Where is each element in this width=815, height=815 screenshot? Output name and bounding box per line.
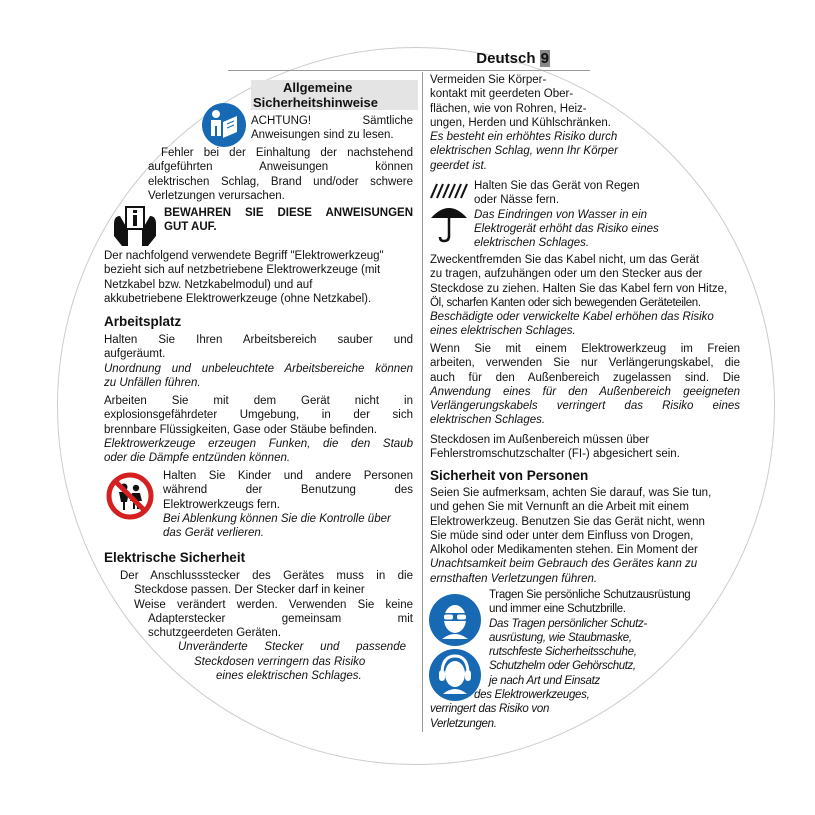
text-line: Sämtliche (362, 115, 413, 127)
text-line: Bei Ablenkung können Sie die Kontrolle über (163, 512, 391, 525)
text-line: Unveränderte Stecker und passende (178, 641, 406, 654)
header-title: Deutsch (476, 50, 536, 67)
text-line: Steckdosen verringern das Risiko (194, 655, 366, 668)
text-line: und gehen Sie mit Vernunft an die Arbeit mit einem (430, 501, 689, 514)
outdoor-paragraph (430, 342, 740, 428)
text-line: Elektrowerkzeug. Benutzen Sie das Gerät nicht, wenn (430, 515, 705, 528)
text-line: Alkohol oder Medikamenten stehen. Ein Moment der (430, 544, 698, 557)
achtung-block (251, 114, 413, 143)
text-line: Steckdosen im Außenbereich müssen über (430, 434, 650, 446)
text-line: je nach Art und Einsatz (489, 674, 600, 687)
text-line: ausrüstung, wie Staubmaske, (489, 631, 632, 644)
text-line: Halten Sie Kinder und andere Personen (163, 470, 413, 482)
text-line: während der Benutzung des (163, 484, 413, 497)
text-line: arbeiten, verwenden Sie nur Verlängerungskabel, die (430, 357, 740, 370)
text-line: auch für den Außenbereich zugelassen sind. Die (430, 371, 740, 384)
text-line: brennbare Flüssigkeiten, Gase oder Stäube befinden. (104, 423, 377, 436)
column-divider (422, 72, 423, 732)
text-line: Steckdose passen. Der Stecker darf in keiner (134, 584, 365, 597)
text-line: elektrischen Schlages. (474, 237, 590, 250)
text-line: GUT AUF. (164, 221, 217, 234)
text-line: elektrischen Schlag, wenn Ihr Körper (430, 145, 618, 158)
text-line: Vermeiden Sie Körper- (430, 74, 547, 86)
warning-paragraph (148, 146, 413, 203)
rain-umbrella-icon (429, 180, 469, 246)
text-line: und immer eine Schutzbrille. (489, 603, 626, 616)
no-children-icon (106, 472, 154, 520)
text-line: Verletzungen. (430, 717, 497, 730)
text-line: flächen, wie von Rohren, Heiz- (430, 102, 587, 115)
text-line: das Gerät verlieren. (163, 527, 264, 540)
text-line: Der Anschlussstecker des Gerätes muss in die (120, 570, 413, 582)
text-line: Netzkabel bzw. Netzkabelmodul) und auf (104, 278, 313, 291)
text-line: Elektrogerät erhöht das Risiko eines (474, 222, 659, 235)
text-line: ungen, Herden und Kühlschränken. (430, 116, 611, 129)
read-manual-icon (201, 102, 247, 148)
text-line: Halten Sie Ihren Arbeitsbereich sauber und (104, 334, 413, 346)
text-line: Arbeiten Sie mit dem Gerät nicht in (104, 395, 413, 408)
text-line: Öl, scharfen Kanten oder sich bewegenden Geräteteilen. (430, 296, 701, 309)
text-line: Wenn Sie mit einem Elektrowerkzeug im Freien (430, 343, 740, 355)
text-line: eines elektrischen Schlages. (216, 670, 362, 683)
text-line: Weise verändert werden. Verwenden Sie keine (134, 598, 413, 611)
text-line: geerdet ist. (430, 159, 487, 172)
electrical-safety-heading: Elektrische Sicherheit (104, 550, 246, 565)
rain-warning (474, 179, 689, 250)
text-line: Anweisungen sind zu lesen. (251, 129, 394, 142)
text-line: oder Nässe fern. (474, 194, 560, 207)
keep-instructions-text (164, 206, 413, 235)
text-line: Halten Sie das Gerät von Regen (474, 180, 640, 192)
text-line: Verletzungen verursachen. (148, 189, 285, 202)
text-line: rutschfeste Sicherheitsschuhe, (489, 646, 637, 659)
text-line: Es besteht ein erhöhtes Risiko durch (430, 131, 618, 144)
text-line: Das Tragen persönlicher Schutz- (489, 617, 647, 630)
text-line: zu Unfällen führen. (104, 376, 201, 389)
text-line: aufgeführten Anweisungen können (148, 161, 413, 174)
ppe-paragraph (430, 588, 730, 731)
personal-safety-paragraph (430, 486, 740, 586)
electrical-paragraph (120, 569, 413, 683)
page-header (300, 50, 550, 67)
term-definition (104, 249, 416, 306)
text-line: Elektrowerkzeuge erzeugen Funken, die den Staub (104, 438, 413, 451)
text-line: bezieht sich auf netzbetriebene Elektrowerkzeuge (mit (104, 264, 381, 277)
text-line: kontakt mit geerdeten Ober- (430, 88, 574, 101)
personal-safety-heading: Sicherheit von Personen (430, 468, 589, 483)
text-line: BEWAHREN SIE DIESE ANWEISUNGEN (164, 207, 413, 219)
text-line: ernsthaften Verletzungen führen. (430, 572, 598, 585)
text-line: Fehler bei der Einhaltung der nachstehend (161, 147, 413, 159)
text-line: eines elektrischen Schlages. (430, 325, 576, 338)
text-line: Elektrowerkzeugs fern. (163, 498, 280, 511)
text-line: Fehlerstromschutzschalter (FI-) abgesichert sein. (430, 448, 680, 461)
text-line: aufgeräumt. (104, 348, 166, 361)
text-line: explosionsgefährdeter Umgebung, in der sich (104, 409, 413, 422)
outdoor-socket-note (430, 433, 740, 462)
text-line: Anwendung eines für den Außenbereich geeigneten (430, 385, 740, 398)
children-warning (163, 469, 413, 540)
cable-paragraph (430, 253, 742, 339)
text-line: verringert das Risiko von (430, 703, 550, 716)
workplace-paragraph (104, 333, 413, 466)
text-line: Seien Sie aufmerksam, achten Sie darauf, was Sie tun, (430, 487, 712, 499)
text-line: akkubetriebene Elektrowerkzeuge (ohne Netzkabel). (104, 292, 372, 305)
text-line: elektrischen Schlages. (430, 414, 546, 427)
workplace-heading: Arbeitsplatz (104, 314, 182, 329)
text-line: zu tragen, aufzuhängen oder um den Stecker aus der (430, 268, 703, 281)
text-line: ACHTUNG! (251, 115, 312, 127)
text-line: Adapterstecker gemeinsam mit (148, 612, 413, 625)
text-line: Sie müde sind oder unter dem Einfluss von Drogen, (430, 529, 694, 542)
text-line: Tragen Sie persönliche Schutzausrüstung (489, 589, 691, 601)
text-line: Beschädigte oder verwickelte Kabel erhöhen das Risiko (430, 311, 714, 324)
text-line: schutzgeerdeten Geräten. (148, 627, 281, 640)
ground-contact-paragraph (430, 73, 670, 173)
text-line: Der nachfolgend verwendete Begriff "Elektrowerkzeug" (104, 250, 384, 262)
text-line: Unachtsamkeit beim Gebrauch des Gerätes kann zu (430, 558, 698, 571)
text-line: elektrischen Schlag, Brand und/oder schwere (148, 175, 413, 188)
text-line: des Elektrowerkzeuges, (474, 689, 590, 702)
text-line: oder die Dämpfe entzünden können. (104, 452, 291, 465)
text-line: Steckdose zu ziehen. Halten Sie das Kabel fern von Hitze, (430, 282, 728, 295)
text-line: Schutzhelm oder Gehörschutz, (489, 660, 636, 673)
text-line: Zweckentfremden Sie das Kabel nicht, um das Gerät (430, 254, 700, 266)
text-line: Unordnung und unbeleuchtete Arbeitsbereiche können (104, 362, 413, 375)
keep-instructions-icon (112, 204, 158, 248)
heading-line: Sicherheitshinweise (253, 95, 378, 110)
page-number: 9 (540, 50, 549, 67)
header-rule (228, 70, 590, 71)
text-line: Verlängerungskabels verringert das Risiko eines (430, 400, 740, 413)
heading-line: Allgemeine (283, 80, 353, 95)
text-line: Das Eindringen von Wasser in ein (474, 208, 648, 221)
general-safety-heading (251, 80, 418, 110)
